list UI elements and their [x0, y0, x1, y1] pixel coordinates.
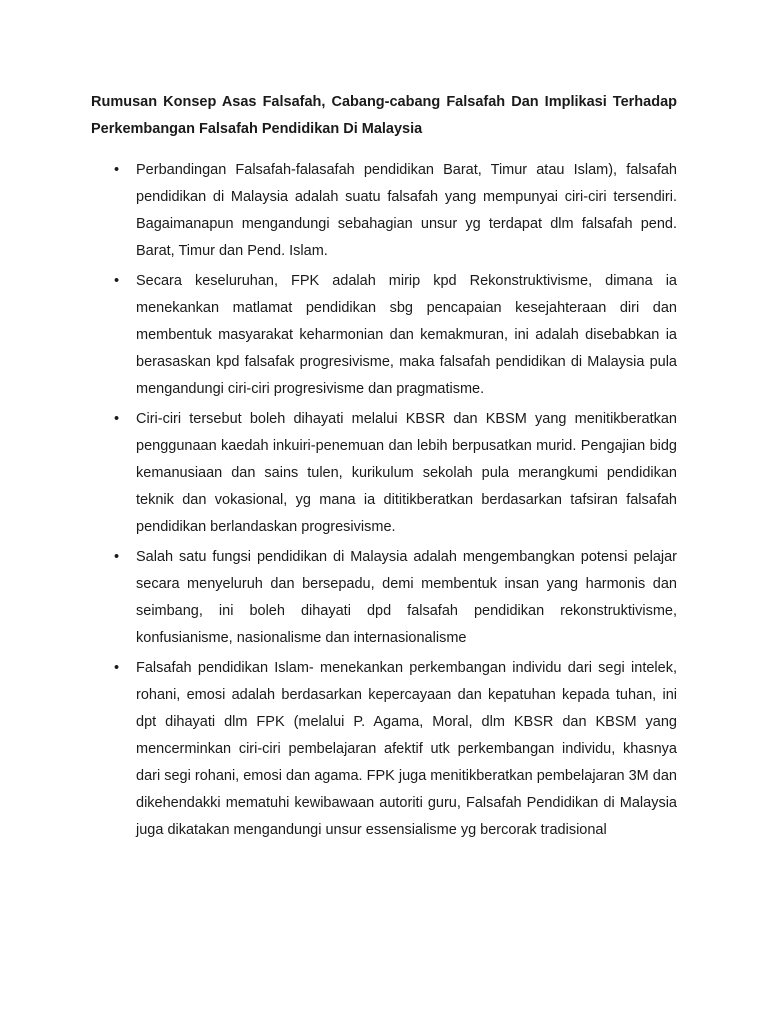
list-item-text: Secara keseluruhan, FPK adalah mirip kpd Rekonstruktivisme, dimana ia menekankan matlamat pendidikan sbg pencapaian kesejahteraan diri dan membentuk masyarakat keharmonian dan kemakmuran, ini adalah disebabkan ia berasaskan kpd falsafak progresivisme, maka falsafah pendidikan di Malaysia pula mengandungi ciri-ciri progresivisme dan pragmatisme.	[136, 273, 677, 397]
bullet-icon: •	[114, 411, 120, 427]
bullet-list	[114, 157, 677, 847]
bullet-icon: •	[114, 549, 120, 565]
list-item-text: Perbandingan Falsafah-falasafah pendidikan Barat, Timur atau Islam), falsafah pendidikan di Malaysia adalah suatu falsafah yang mempunyai ciri-ciri tersendiri. Bagaimanapun mengandungi sebahagian unsur yg terdapat dlm falsafah pend. Barat, Timur dan Pend. Islam.	[136, 162, 677, 259]
list-item-text: Falsafah pendidikan Islam- menekankan perkembangan individu dari segi intelek, rohani, emosi adalah berdasarkan kepercayaan dan kepatuhan kepada tuhan, ini dpt dihayati dlm FPK (melalui P. Agama, Moral, dlm KBSR dan KBSM yang mencerminkan ciri-ciri pembelajaran afektif utk perkembangan individu, khasnya dari segi rohani, emosi dan agama. FPK juga menitikberatkan pembelajaran 3M dan dikehendakki mematuhi kewibawaan autoriti guru, Falsafah Pendidikan di Malaysia juga dikatakan mengandungi unsur essensialisme yg bercorak tradisional	[136, 660, 677, 838]
bullet-icon: •	[114, 273, 120, 289]
bullet-icon: •	[114, 162, 120, 178]
list-item-text: Ciri-ciri tersebut boleh dihayati melalui KBSR dan KBSM yang menitikberatkan penggunaan kaedah inkuiri-penemuan dan lebih berpusatkan murid. Pengajian bidg kemanusiaan dan sains tulen, kurikulum sekolah pula merangkumi pendidikan teknik dan vokasional, yg mana ia dititikberatkan berdasarkan tafsiran falsafah pendidikan berlandaskan progresivisme.	[136, 411, 677, 535]
list-item	[114, 406, 677, 541]
bullet-icon: •	[114, 660, 120, 676]
document-title: Rumusan Konsep Asas Falsafah, Cabang-cabang Falsafah Dan Implikasi Terhadap Perkembangan Falsafah Pendidikan Di Malaysia	[91, 94, 677, 137]
list-item	[114, 544, 677, 652]
list-item	[114, 157, 677, 265]
list-item	[114, 268, 677, 403]
list-item	[114, 655, 677, 844]
list-item-text: Salah satu fungsi pendidikan di Malaysia adalah mengembangkan potensi pelajar secara menyeluruh dan bersepadu, demi membentuk insan yang harmonis dan seimbang, ini boleh dihayati dpd falsafah pendidikan rekonstruktivisme, konfusianisme, nasionalisme dan internasionalisme	[136, 549, 677, 646]
